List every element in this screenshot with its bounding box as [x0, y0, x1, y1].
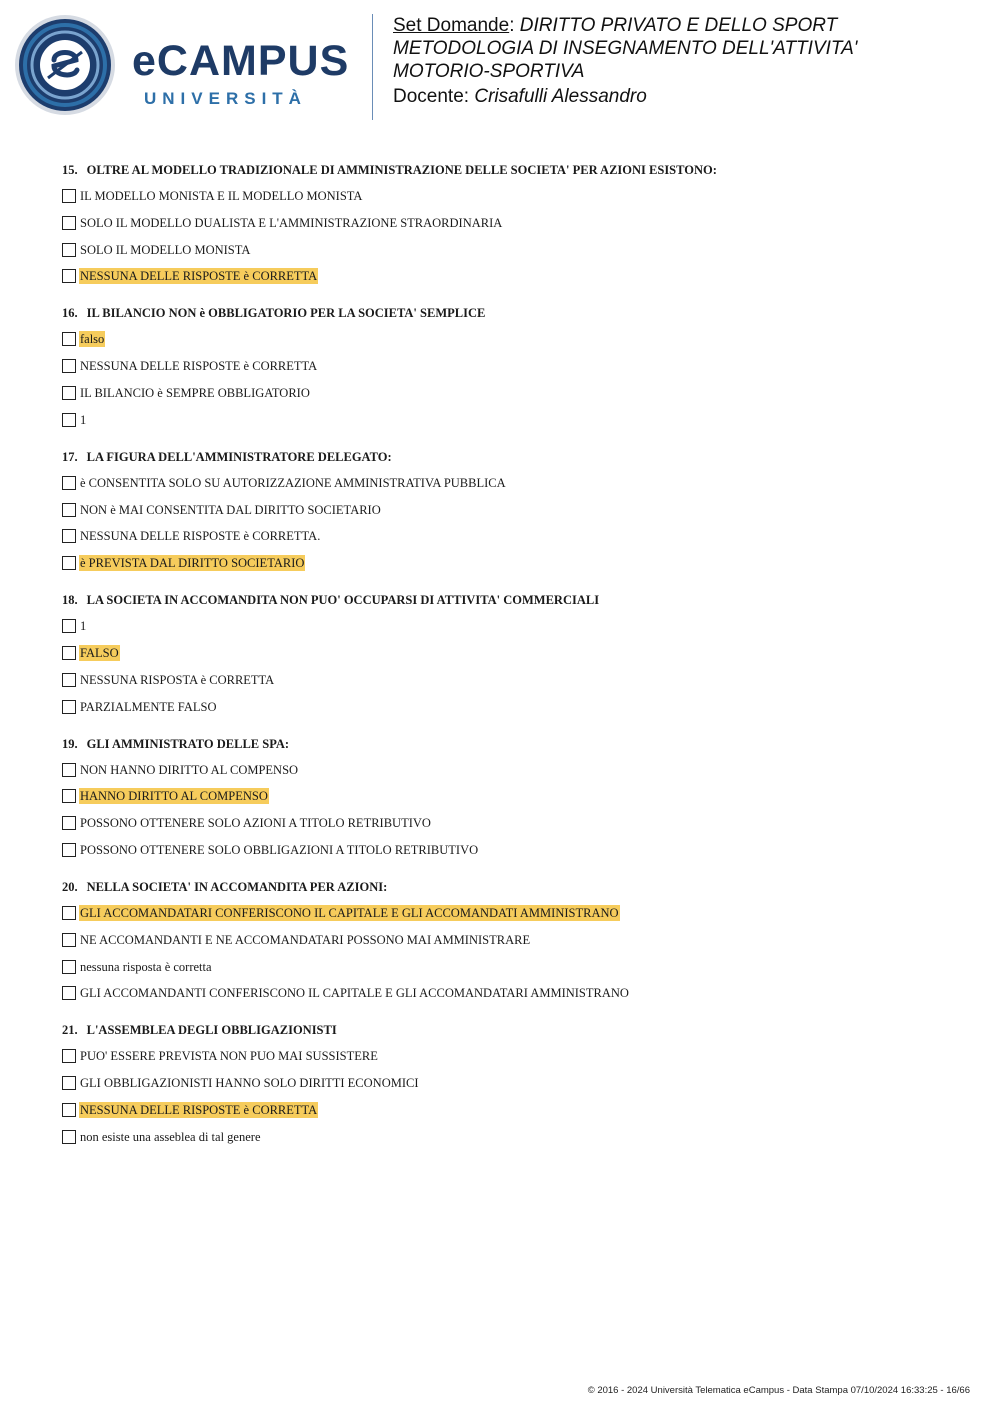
- answer-option[interactable]: [62, 526, 962, 546]
- question-block: [62, 447, 962, 573]
- answer-text: NESSUNA RISPOSTA è CORRETTA: [80, 672, 275, 687]
- checkbox-icon[interactable]: [62, 619, 76, 633]
- question-text: OLTRE AL MODELLO TRADIZIONALE DI AMMINISTRAZIONE DELLE SOCIETA' PER AZIONI ESISTONO:: [86, 163, 717, 177]
- answer-option[interactable]: [62, 356, 962, 376]
- question-block: [62, 734, 962, 860]
- answer-text-highlighted: NESSUNA DELLE RISPOSTE è CORRETTA: [80, 1102, 318, 1117]
- question-number: 20.: [62, 879, 78, 894]
- answer-option[interactable]: [62, 383, 962, 403]
- answer-text-highlighted: GLI ACCOMANDATARI CONFERISCONO IL CAPITALE E GLI ACCOMANDATI AMMINISTRANO: [80, 905, 619, 920]
- question-number: 15.: [62, 163, 78, 177]
- question-number: 16.: [62, 306, 78, 321]
- checkbox-icon[interactable]: [62, 960, 76, 974]
- set-label: Set Domande: [393, 15, 510, 36]
- answer-option[interactable]: [62, 266, 962, 286]
- ecampus-logo: [132, 37, 350, 109]
- question-text: GLI AMMINISTRATO DELLE SPA:: [86, 736, 290, 751]
- question-title: [62, 447, 962, 467]
- answer-text: GLI OBBLIGAZIONISTI HANNO SOLO DIRITTI ECONOMICI: [80, 1076, 419, 1091]
- answer-option[interactable]: [62, 813, 962, 833]
- answer-option[interactable]: [62, 983, 962, 1003]
- answer-option[interactable]: [62, 1127, 962, 1147]
- page-footer: © 2016 - 2024 Università Telematica eCampus - Data Stampa 07/10/2024 16:33:25 - 16/66: [587, 1385, 970, 1396]
- checkbox-icon[interactable]: [62, 763, 76, 777]
- answer-option[interactable]: [62, 1046, 962, 1066]
- checkbox-icon[interactable]: [62, 1130, 76, 1144]
- answer-option[interactable]: [62, 670, 962, 690]
- checkbox-icon[interactable]: [62, 476, 76, 490]
- answer-option[interactable]: [62, 500, 962, 520]
- question-block: [62, 877, 962, 1003]
- answer-option[interactable]: [62, 410, 962, 430]
- answer-option[interactable]: [62, 760, 962, 780]
- checkbox-icon[interactable]: [62, 556, 76, 570]
- checkbox-icon[interactable]: [62, 1049, 76, 1063]
- checkbox-icon[interactable]: [62, 529, 76, 543]
- answer-text-highlighted: FALSO: [80, 645, 119, 660]
- checkbox-icon[interactable]: [62, 332, 76, 346]
- answer-text: non esiste una asseblea di tal genere: [80, 1129, 261, 1144]
- checkbox-icon[interactable]: [62, 1103, 76, 1117]
- question-text: LA SOCIETA IN ACCOMANDITA NON PUO' OCCUPARSI DI ATTIVITA' COMMERCIALI: [86, 593, 600, 608]
- question-number: 21.: [62, 1023, 78, 1038]
- course-title-line-1: Set Domande: DIRITTO PRIVATO E DELLO SPORT: [393, 15, 838, 36]
- question-title: [62, 734, 962, 754]
- checkbox-icon[interactable]: [62, 816, 76, 830]
- question-block: [62, 303, 962, 429]
- logo-subtitle: UNIVERSITÀ: [144, 89, 307, 108]
- checkbox-icon[interactable]: [62, 700, 76, 714]
- answer-text: 1: [80, 412, 87, 427]
- checkbox-icon[interactable]: [62, 386, 76, 400]
- checkbox-icon[interactable]: [62, 843, 76, 857]
- answer-text: POSSONO OTTENERE SOLO AZIONI A TITOLO RETRIBUTIVO: [80, 816, 431, 831]
- answer-text: PUO' ESSERE PREVISTA NON PUO MAI SUSSISTERE: [80, 1049, 378, 1064]
- answer-option[interactable]: [62, 329, 962, 349]
- answer-option[interactable]: [62, 473, 962, 493]
- question-text: LA FIGURA DELL'AMMINISTRATORE DELEGATO:: [86, 449, 392, 464]
- checkbox-icon[interactable]: [62, 269, 76, 283]
- answer-text-highlighted: HANNO DIRITTO AL COMPENSO: [80, 789, 268, 804]
- checkbox-icon[interactable]: [62, 503, 76, 517]
- answer-text: PARZIALMENTE FALSO: [80, 699, 217, 714]
- question-number: 18.: [62, 593, 78, 608]
- answer-option[interactable]: [62, 786, 962, 806]
- answer-option[interactable]: [62, 1100, 962, 1120]
- checkbox-icon[interactable]: [62, 243, 76, 257]
- answer-text-highlighted: è PREVISTA DAL DIRITTO SOCIETARIO: [80, 556, 305, 571]
- answer-text: NON è MAI CONSENTITA DAL DIRITTO SOCIETARIO: [80, 502, 381, 517]
- course-name-1: DIRITTO PRIVATO E DELLO SPORT: [519, 15, 838, 36]
- answer-option[interactable]: [62, 186, 962, 206]
- question-text: NELLA SOCIETA' IN ACCOMANDITA PER AZIONI:: [86, 879, 388, 894]
- answer-option[interactable]: [62, 240, 962, 260]
- checkbox-icon[interactable]: [62, 1076, 76, 1090]
- answer-option[interactable]: [62, 903, 962, 923]
- answer-option[interactable]: [62, 213, 962, 233]
- checkbox-icon[interactable]: [62, 673, 76, 687]
- checkbox-icon[interactable]: [62, 906, 76, 920]
- checkbox-icon[interactable]: [62, 359, 76, 373]
- answer-text: NON HANNO DIRITTO AL COMPENSO: [80, 762, 299, 777]
- answer-option[interactable]: [62, 553, 962, 573]
- answer-text: GLI ACCOMANDANTI CONFERISCONO IL CAPITALE E GLI ACCOMANDATARI AMMINISTRANO: [80, 986, 629, 1001]
- question-text: L'ASSEMBLEA DEGLI OBBLIGAZIONISTI: [86, 1023, 337, 1038]
- answer-option[interactable]: [62, 616, 962, 636]
- question-title: [62, 160, 962, 180]
- page-header: [0, 0, 1000, 130]
- question-block: [62, 590, 962, 716]
- ecampus-badge-icon: [14, 14, 116, 116]
- teacher-line: Docente: Crisafulli Alessandro: [393, 86, 647, 107]
- answer-text: NE ACCOMANDANTI E NE ACCOMANDATARI POSSONO MAI AMMINISTRARE: [80, 932, 531, 947]
- question-number: 19.: [62, 736, 78, 751]
- answer-option[interactable]: [62, 840, 962, 860]
- checkbox-icon[interactable]: [62, 933, 76, 947]
- checkbox-icon[interactable]: [62, 789, 76, 803]
- course-name-2: METODOLOGIA DI INSEGNAMENTO DELL'ATTIVITA': [393, 38, 858, 59]
- checkbox-icon[interactable]: [62, 216, 76, 230]
- answer-text: NESSUNA DELLE RISPOSTE è CORRETTA: [80, 359, 318, 374]
- answer-text: NESSUNA DELLE RISPOSTE è CORRETTA.: [80, 529, 321, 544]
- answer-text: IL MODELLO MONISTA E IL MODELLO MONISTA: [80, 189, 363, 203]
- answer-text-highlighted: NESSUNA DELLE RISPOSTE è CORRETTA: [80, 269, 318, 284]
- question-title: [62, 877, 962, 897]
- question-number: 17.: [62, 449, 78, 464]
- answer-text: IL BILANCIO è SEMPRE OBBLIGATORIO: [80, 385, 310, 400]
- answer-text: SOLO IL MODELLO DUALISTA E L'AMMINISTRAZIONE STRAORDINARIA: [80, 215, 503, 230]
- answer-text: è CONSENTITA SOLO SU AUTORIZZAZIONE AMMINISTRATIVA PUBBLICA: [80, 475, 506, 490]
- question-title: [62, 1020, 962, 1040]
- checkbox-icon[interactable]: [62, 189, 76, 203]
- course-info: [393, 14, 857, 108]
- question-title: [62, 590, 962, 610]
- answer-option[interactable]: [62, 930, 962, 950]
- answer-text: SOLO IL MODELLO MONISTA: [80, 242, 251, 257]
- answer-option[interactable]: [62, 1073, 962, 1093]
- question-block: [62, 160, 962, 286]
- teacher-label: Docente: [393, 86, 464, 107]
- question-text: IL BILANCIO NON è OBBLIGATORIO PER LA SOCIETA' SEMPLICE: [86, 306, 486, 321]
- header-divider: [372, 14, 373, 120]
- answer-text: POSSONO OTTENERE SOLO OBBLIGAZIONI A TITOLO RETRIBUTIVO: [80, 842, 479, 857]
- answer-text-highlighted: falso: [80, 332, 105, 347]
- checkbox-icon[interactable]: [62, 413, 76, 427]
- checkbox-icon[interactable]: [62, 646, 76, 660]
- answer-text: 1: [80, 619, 87, 634]
- course-name-3: MOTORIO-SPORTIVA: [393, 61, 585, 82]
- teacher-name: Crisafulli Alessandro: [474, 86, 647, 107]
- question-title: [62, 303, 962, 323]
- question-list: [62, 160, 962, 1164]
- checkbox-icon[interactable]: [62, 986, 76, 1000]
- question-block: [62, 1020, 962, 1146]
- answer-text: nessuna risposta è corretta: [80, 959, 212, 974]
- answer-option[interactable]: [62, 957, 962, 977]
- logo-brand: eCAMPUS: [132, 37, 350, 85]
- answer-option[interactable]: [62, 697, 962, 717]
- answer-option[interactable]: [62, 643, 962, 663]
